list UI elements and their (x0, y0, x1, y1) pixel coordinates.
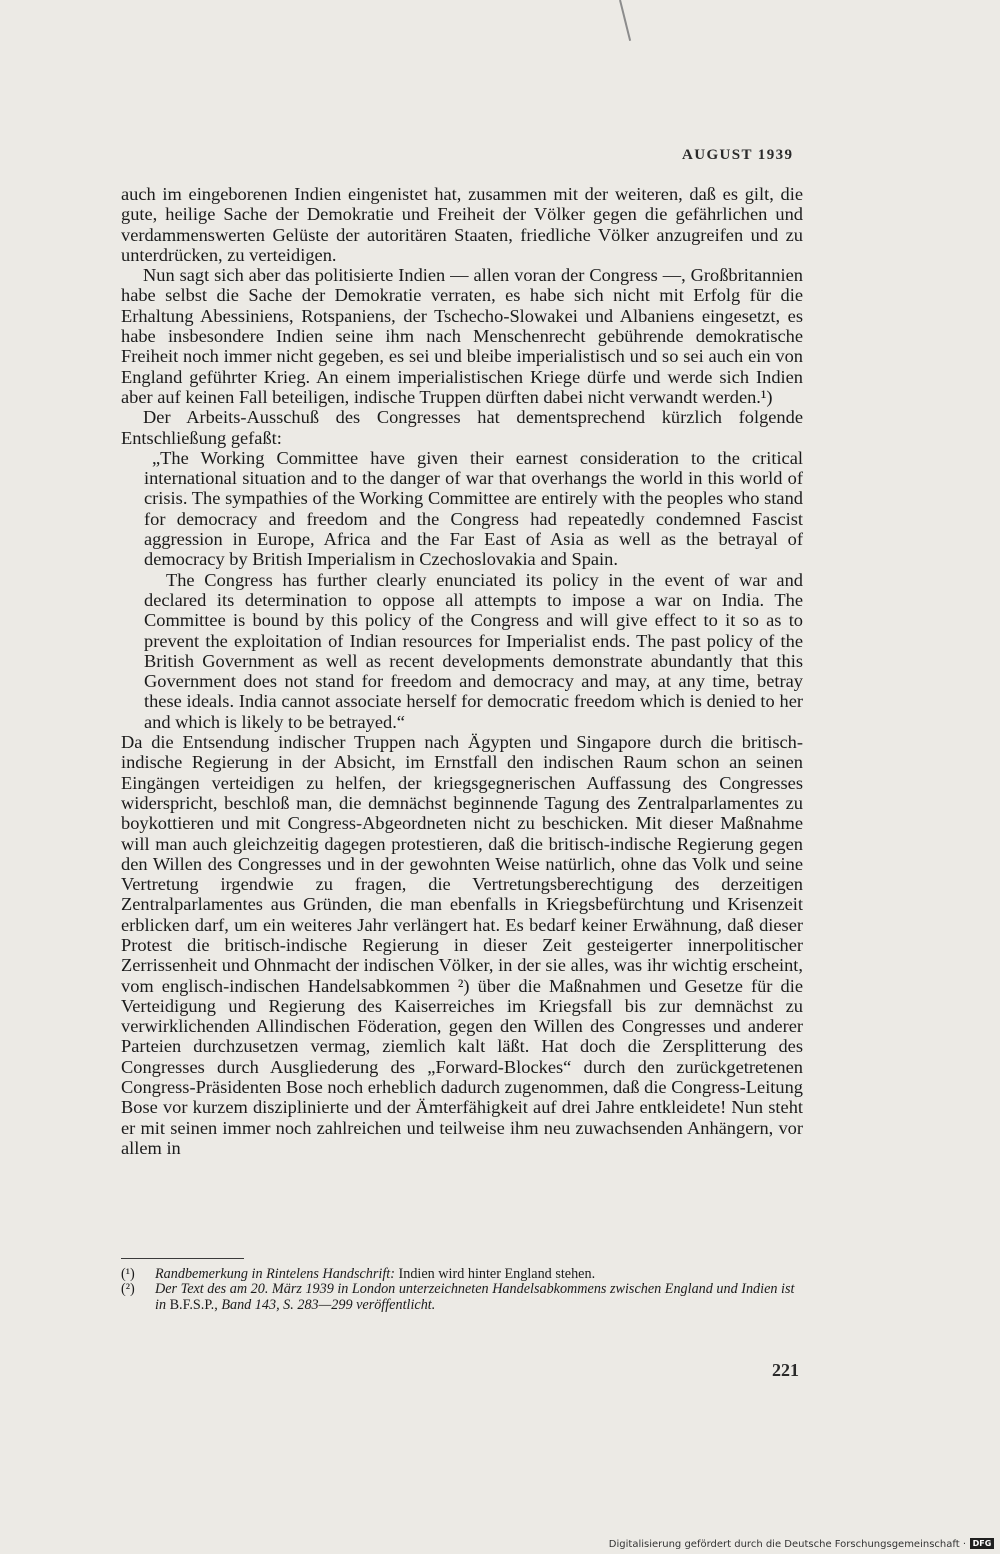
footnote-2 (121, 1282, 803, 1313)
footnote-number: (²) (121, 1281, 135, 1298)
paragraph-resolution-intro: Der Arbeits-Ausschuß des Congresses hat dementsprechend kürzlich folgende Entschließung gefaßt: (121, 407, 803, 448)
footnote-roman: B.F.S.P., (166, 1296, 218, 1313)
page-number: 221 (772, 1360, 799, 1380)
footnote-italic: Randbemerkung in Rintelens Handschrift: (155, 1266, 395, 1282)
footnote-number: (¹) (121, 1266, 135, 1282)
paragraph-congress-view: Nun sagt sich aber das politisierte Indien — allen voran der Congress —, Großbritannien habe selbst die Sache der Demokratie verraten, es habe sich nicht mit Erfolg für die Erhaltung Abessiniens, Rotspaniens, der Tschecho-Slowakei und Albaniens eingesetzt, es habe insbesondere Indien seine ihm nach Menschenrecht gebührende demokratische Freiheit noch immer nicht gegeben, es sei und bleibe imperialistisch und so sei auch ein von England geführter Krieg. An einem imperialistischen Kriege dürfe und werde sich Indien aber auf keinen Fall beteiligen, indische Truppen dürften dabei nicht verwandt werden.¹) (121, 265, 803, 407)
footnote-text (155, 1267, 803, 1282)
paragraph-troops-boycott: Da die Entsendung indischer Truppen nach Ägypten und Singapore durch die britisch-indische Regierung in der Absicht, im Ernstfall den indischen Raum schon an seinen Eingängen verteidigen zu helfen, der kriegsgegnerischen Auffassung des Congresses widerspricht, beschloß man, die demnächst beginnende Tagung des Zentralparlamentes zu boykottieren und mit Congress-Abgeordneten nicht zu beschicken. Mit dieser Maßnahme will man auch gleichzeitig dagegen protestieren, daß die britisch-indische Regierung gegen den Willen des Congresses und in der gewohnten Weise natürlich, ohne das Volk und seine Vertretung irgendwie zu fragen, die Vertretungsberechtigung des derzeitigen Zentralparlamentes aus Gründen, die man ebenfalls in Kriegsbefürchtung und Krisenzeit erblicken darf, um ein weiteres Jahr verlängert hat. Es bedarf keiner Erwähnung, daß dieser Protest die britisch-indische Regierung in dieser Zeit gesteigerter innerpolitischer Zerrissenheit und Ohnmacht der indischen Völker, in der sie alles, was ihr wichtig erscheint, vom englisch-indischen Handelsabkommen ²) über die Maßnahmen und Gesetze für die Verteidigung und Regierung des Kaiserreiches im Kriegsfall bis zur demnächst zu verwirklichenden Allindischen Föderation, gegen den Willen des Congresses und anderer Parteien durchzusetzen vermag, ziemlich kalt läßt. Hat doch die Zersplitterung des Congresses durch Ausgliederung des „Forward-Blockes“ durch den zurückgetretenen Congress-Präsidenten Bose noch erheblich dadurch zugenommen, daß die Congress-Leitung Bose vor kurzem disziplinierte und der Ämterfähigkeit auf drei Jahre entkleidete! Nun steht er mit seinen immer noch zahlreichen und teilweise ihm neu zuwachsenden Anhängern, vor allem in (121, 732, 803, 1158)
footnotes (121, 1267, 803, 1313)
scan-artifact-line (619, 0, 631, 41)
footnote-text (155, 1282, 803, 1313)
resolution-quote-part2: The Congress has further clearly enunciated its policy in the event of war and declared its determination to oppose all attempts to impose a war on India. The Committee is bound by this policy of the Congress and will give effect to it so as to prevent the exploitation of Indian resources for Imperialist ends. The past policy of the British Government as well as recent developments demonstrate abundantly that this Government does not stand for freedom and democracy and may, at any time, betray these ideals. India cannot associate herself for democratic freedom which is denied to her and which is likely to be betrayed.“ (144, 569, 803, 732)
running-header: AUGUST 1939 (682, 147, 794, 163)
dfg-logo-icon: DFG (970, 1538, 994, 1549)
main-text (121, 184, 803, 1158)
resolution-quote-part1: „The Working Committee have given their earnest consideration to the critical international situation and to the danger of war that overhangs the world in this world of crisis. The sympathies of the Working Committee are entirely with the peoples who stand for democracy and freedom and the Congress had repeatedly condemned Fascist aggression in Europe, Africa and the Far East of Asia as well as the betrayal of democracy by British Imperialism in Czechoslovakia and Spain. (144, 447, 803, 570)
footnote-italic: Der Text des am 20. März 1939 in London unterzeichneten Handelsabkommens zwischen England und Indien ist in (155, 1281, 795, 1313)
digitization-credit: Digitalisierung gefördert durch die Deutsche Forschungsgemeinschaft · (608, 1539, 966, 1550)
footnote-italic-tail: Band 143, S. 283—299 veröffentlicht. (217, 1296, 436, 1313)
footnote-1 (121, 1267, 803, 1282)
footnote-separator (121, 1258, 244, 1259)
paragraph-continuation: auch im eingeborenen Indien eingenistet hat, zusammen mit der weiteren, daß es gilt, die gute, heilige Sache der Demokratie und Freiheit der Völker gegen die gefährlichen und verdammenswerten Gelüste der autoritären Staaten, friedliche Völker anzugreifen und zu unterdrücken, zu verteidigen. (121, 184, 803, 265)
footnote-roman: Indien wird hinter England stehen. (394, 1266, 596, 1282)
